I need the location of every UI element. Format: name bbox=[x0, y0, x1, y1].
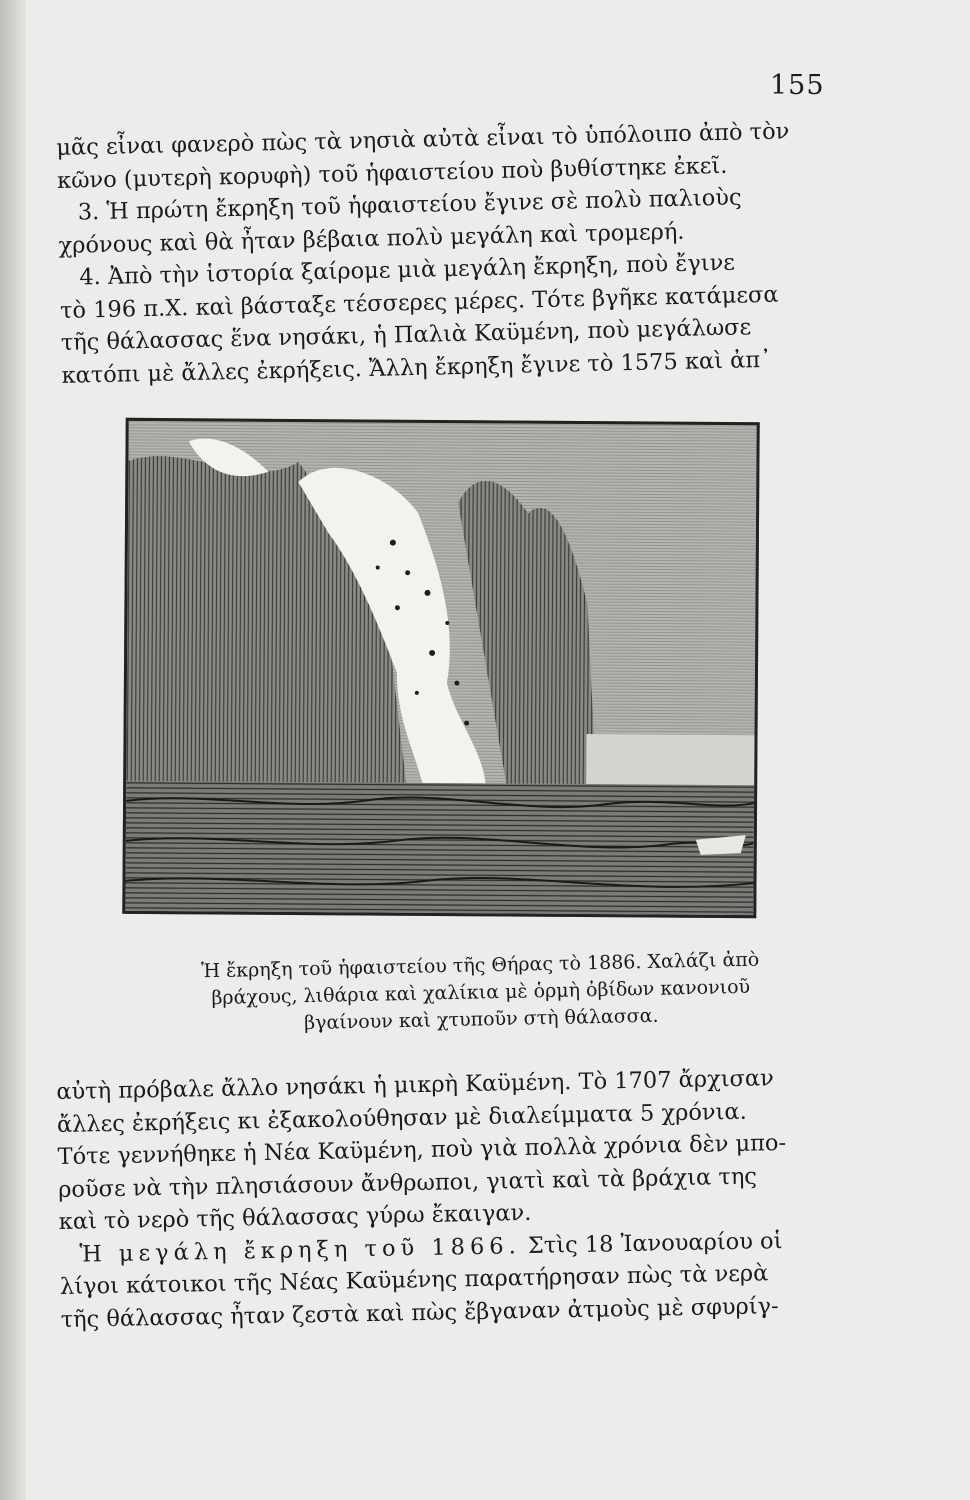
figure-caption bbox=[120, 945, 842, 1041]
text-line: 3. Ἡ πρώτη ἔκρηξη τοῦ ἡφαιστείου ἔγινε σὲ πολὺ παλιοὺς bbox=[77, 184, 742, 226]
text-line: τὸ 196 π.Χ. καὶ βάσταξε τέσσερες μέρες. Τότε βγῆκε κατάμεσα bbox=[59, 281, 779, 324]
text-line: ἄλλες ἐκρήξεις κι ἐξακολούθησαν μὲ διαλείμματα 5 χρόνια. bbox=[56, 1098, 747, 1138]
caption-line: βγαίνουν καὶ χτυποῦν στὴ θάλασσα. bbox=[303, 1004, 659, 1035]
text-line: Τότε γεννήθηκε ἡ Νέα Καϋμένη, ποὺ γιὰ πολλὰ χρόνια δὲν μπο- bbox=[57, 1129, 787, 1170]
caption-line: βράχους, λιθάρια καὶ χαλίκια μὲ ὁρμὴ ὀβίδων κανονιοῦ bbox=[211, 975, 751, 1010]
caption-line: Ἡ ἔκρηξη τοῦ ἡφαιστείου τῆς Θήρας τὸ 1886. Χαλάζι ἀπὸ bbox=[200, 948, 760, 983]
section-text: Στὶς 18 Ἰανουαρίου οἱ bbox=[527, 1227, 783, 1259]
page-number: 155 bbox=[770, 70, 825, 101]
text-line: τῆς θάλασσας ἦταν ζεστὰ καὶ πὼς ἔβγαναν ἀτμοὺς μὲ σφυρίγ- bbox=[60, 1292, 779, 1333]
text-line: κῶνο (μυτερὴ κορυφὴ) τοῦ ἡφαιστείου ποὺ βυθίστηκε ἐκεῖ. bbox=[56, 152, 728, 194]
text-line: μᾶς εἶναι φανερὸ πὼς τὰ νησιὰ αὐτὰ εἶναι τὸ ὑπόλοιπο ἀπὸ τὸν bbox=[56, 118, 790, 161]
page-edge-shadow bbox=[0, 0, 26, 1500]
top-paragraphs bbox=[56, 114, 862, 392]
bottom-paragraphs bbox=[56, 1061, 861, 1336]
text-line: κατόπι μὲ ἄλλες ἐκρήξεις. Ἄλλη ἔκρηξη ἔγινε τὸ 1575 καὶ ἀπ᾽ bbox=[61, 346, 772, 389]
text-line: καὶ τὸ νερὸ τῆς θάλασσας γύρω ἔκαιγαν. bbox=[58, 1199, 532, 1235]
section-heading: Ἡ μεγάλη ἔκρηξη τοῦ 1866. bbox=[79, 1232, 521, 1268]
text-line: ροῦσε νὰ τὴν πλησιάσουν ἄνθρωποι, γιατὶ καὶ τὰ βράχια της bbox=[57, 1163, 758, 1203]
text-line: λίγοι κάτοικοι τῆς Νέας Καϋμένης παρατήρησαν πὼς τὰ νερὰ bbox=[59, 1260, 769, 1300]
text-line: 4. Ἀπὸ τὴν ἱστορία ξαίρομε μιὰ μεγάλη ἔκρηξη, ποὺ ἔγινε bbox=[79, 249, 736, 291]
eruption-engraving bbox=[125, 421, 756, 915]
text-line: αὐτὴ πρόβαλε ἄλλο νησάκι ἡ μικρὴ Καϋμένη. Τὸ 1707 ἄρχισαν bbox=[56, 1065, 775, 1105]
eruption-illustration bbox=[122, 418, 759, 918]
text-line: τῆς θάλασσας ἕνα νησάκι, ἡ Παλιὰ Καϋμένη, ποὺ μεγάλωσε bbox=[60, 314, 752, 356]
text-line: χρόνους καὶ θὰ ἦταν βέβαια πολὺ μεγάλη καὶ τρομερή. bbox=[58, 218, 685, 259]
